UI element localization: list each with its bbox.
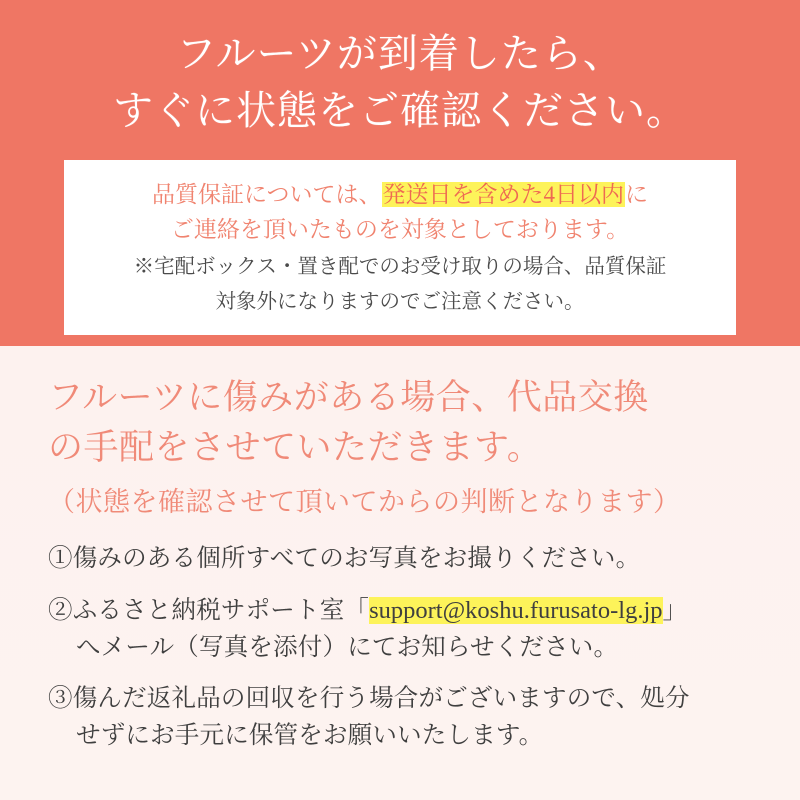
note-line-1-post: に xyxy=(625,181,649,207)
replacement-heading-line-2: の手配をさせていただきます。 xyxy=(48,428,543,468)
step-3-text: ③傷んだ返礼品の回収を行う場合がございますので、処分 xyxy=(48,684,690,712)
step-2-text-post: 」 xyxy=(662,596,688,624)
top-banner xyxy=(0,0,800,345)
headline xyxy=(34,26,766,140)
step-1-text: ①傷みのある個所すべてのお写真をお撮りください。 xyxy=(48,545,641,573)
note-line-1-highlight: 発送日を含めた4日以内 xyxy=(382,181,625,207)
headline-line-2: すぐに状態をご確認ください。 xyxy=(113,87,687,133)
support-email[interactable]: support@koshu.furusato-lg.jp xyxy=(369,596,663,624)
lower-section xyxy=(0,345,800,754)
list-item xyxy=(48,592,758,666)
note-line-2: ご連絡を頂いたものを対象としております。 xyxy=(170,216,630,242)
note-line-3: ※宅配ボックス・置き配でのお受け取りの場合、品質保証 xyxy=(133,255,667,278)
note-line-1-pre: 品質保証については、 xyxy=(151,181,382,207)
replacement-subnote: （状態を確認させて頂いてからの判断となります） xyxy=(48,486,681,517)
list-item xyxy=(48,680,758,754)
replacement-heading xyxy=(48,373,758,474)
quality-guarantee-note xyxy=(64,160,736,335)
steps-list xyxy=(48,540,758,754)
note-line-4: 対象外になりますのでご注意ください。 xyxy=(215,291,585,314)
note-line-1 xyxy=(80,178,720,213)
headline-line-1: フルーツが到着したら、 xyxy=(176,31,624,76)
step-2-continuation: へメール（写真を添付）にてお知らせください。 xyxy=(76,633,619,661)
list-item xyxy=(48,540,758,577)
step-3-continuation: せずにお手元に保管をお願いいたします。 xyxy=(76,722,544,750)
step-2-text-pre: ②ふるさと納税サポート室「 xyxy=(48,596,370,624)
replacement-heading-line-1: フルーツに傷みがある場合、代品交換 xyxy=(48,378,649,417)
